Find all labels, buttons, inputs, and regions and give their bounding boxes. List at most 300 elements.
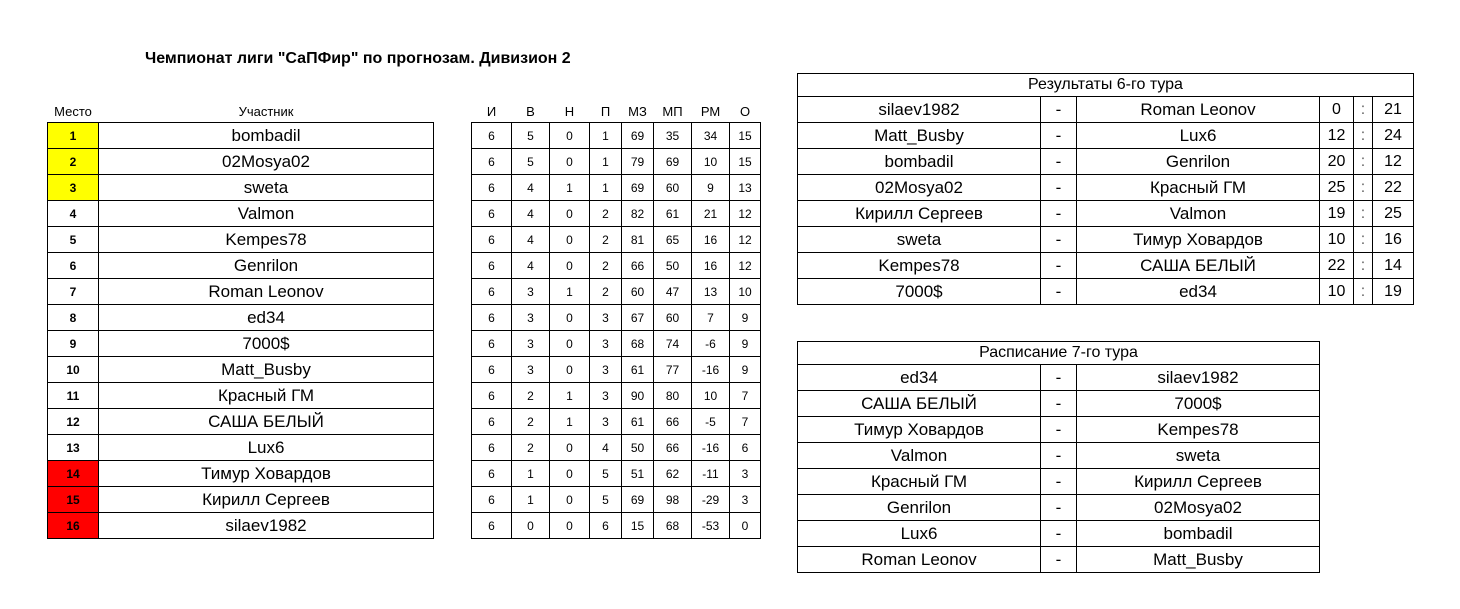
home-team: silaev1982 xyxy=(798,97,1041,123)
away-score: 12 xyxy=(1373,149,1414,175)
table-row xyxy=(48,305,761,331)
draws-cell: 0 xyxy=(550,461,590,487)
dash: - xyxy=(1041,417,1077,443)
header-games: И xyxy=(486,104,497,119)
losses-cell: 3 xyxy=(590,357,622,383)
games-cell: 6 xyxy=(472,175,512,201)
gap-cell xyxy=(434,279,472,305)
result-row xyxy=(798,149,1414,175)
page-title: Чемпионат лиги "СаПФир" по прогнозам. Дивизион 2 xyxy=(145,50,571,67)
losses-cell: 3 xyxy=(590,409,622,435)
goal-diff-cell: 21 xyxy=(692,201,730,227)
draws-cell: 0 xyxy=(550,331,590,357)
home-team: Тимур Ховардов xyxy=(798,417,1041,443)
losses-cell: 4 xyxy=(590,435,622,461)
draws-cell: 0 xyxy=(550,513,590,539)
points-cell: 15 xyxy=(730,123,761,149)
losses-cell: 2 xyxy=(590,201,622,227)
goals-for-cell: 81 xyxy=(622,227,654,253)
goals-against-cell: 61 xyxy=(654,201,692,227)
place-cell: 9 xyxy=(48,331,99,357)
place-cell: 2 xyxy=(48,149,99,175)
goals-for-cell: 61 xyxy=(622,357,654,383)
dash: - xyxy=(1041,201,1077,227)
home-team: САША БЕЛЫЙ xyxy=(798,391,1041,417)
place-cell: 5 xyxy=(48,227,99,253)
goal-diff-cell: 13 xyxy=(692,279,730,305)
goal-diff-cell: -29 xyxy=(692,487,730,513)
games-cell: 6 xyxy=(472,435,512,461)
games-cell: 6 xyxy=(472,149,512,175)
losses-cell: 3 xyxy=(590,331,622,357)
gap-cell xyxy=(434,331,472,357)
table-row xyxy=(48,487,761,513)
points-cell: 10 xyxy=(730,279,761,305)
place-cell: 3 xyxy=(48,175,99,201)
home-team: bombadil xyxy=(798,149,1041,175)
standings-table xyxy=(47,101,761,539)
participant-cell: bombadil xyxy=(99,123,434,149)
participant-cell: Roman Leonov xyxy=(99,279,434,305)
table-row xyxy=(48,201,761,227)
schedule-row xyxy=(798,495,1320,521)
games-cell: 6 xyxy=(472,357,512,383)
dash: - xyxy=(1041,391,1077,417)
points-cell: 9 xyxy=(730,331,761,357)
draws-cell: 0 xyxy=(550,253,590,279)
away-score: 24 xyxy=(1373,123,1414,149)
goal-diff-cell: 16 xyxy=(692,253,730,279)
header-goals-against: МП xyxy=(662,104,683,119)
goals-against-cell: 98 xyxy=(654,487,692,513)
away-team: ed34 xyxy=(1077,279,1320,305)
place-cell: 8 xyxy=(48,305,99,331)
points-cell: 12 xyxy=(730,227,761,253)
games-cell: 6 xyxy=(472,201,512,227)
standings-header-row xyxy=(48,101,761,123)
table-row xyxy=(48,279,761,305)
header-gap xyxy=(434,101,472,123)
score-separator: : xyxy=(1354,201,1373,227)
draws-cell: 1 xyxy=(550,175,590,201)
games-cell: 6 xyxy=(472,383,512,409)
table-row xyxy=(48,123,761,149)
schedule-title-row xyxy=(798,342,1320,365)
place-cell: 4 xyxy=(48,201,99,227)
score-separator: : xyxy=(1354,253,1373,279)
draws-cell: 0 xyxy=(550,227,590,253)
place-cell: 13 xyxy=(48,435,99,461)
participant-cell: Valmon xyxy=(99,201,434,227)
goals-for-cell: 69 xyxy=(622,123,654,149)
home-team: Kempes78 xyxy=(798,253,1041,279)
goals-against-cell: 66 xyxy=(654,435,692,461)
goals-for-cell: 66 xyxy=(622,253,654,279)
place-cell: 11 xyxy=(48,383,99,409)
dash: - xyxy=(1041,495,1077,521)
games-cell: 6 xyxy=(472,331,512,357)
goal-diff-cell: -11 xyxy=(692,461,730,487)
results-title-row xyxy=(798,74,1414,97)
goal-diff-cell: -16 xyxy=(692,435,730,461)
points-cell: 7 xyxy=(730,383,761,409)
table-row xyxy=(48,383,761,409)
draws-cell: 0 xyxy=(550,123,590,149)
dash: - xyxy=(1041,253,1077,279)
score-separator: : xyxy=(1354,227,1373,253)
away-team: 7000$ xyxy=(1077,391,1320,417)
score-separator: : xyxy=(1354,149,1373,175)
goal-diff-cell: 16 xyxy=(692,227,730,253)
goal-diff-cell: 10 xyxy=(692,383,730,409)
goals-for-cell: 69 xyxy=(622,175,654,201)
goals-against-cell: 68 xyxy=(654,513,692,539)
gap-cell xyxy=(434,487,472,513)
schedule-row xyxy=(798,443,1320,469)
dash: - xyxy=(1041,97,1077,123)
losses-cell: 5 xyxy=(590,487,622,513)
losses-cell: 3 xyxy=(590,305,622,331)
result-row xyxy=(798,201,1414,227)
table-row xyxy=(48,357,761,383)
goals-against-cell: 47 xyxy=(654,279,692,305)
wins-cell: 4 xyxy=(512,175,550,201)
home-team: Matt_Busby xyxy=(798,123,1041,149)
dash: - xyxy=(1041,365,1077,391)
points-cell: 9 xyxy=(730,357,761,383)
goal-diff-cell: -16 xyxy=(692,357,730,383)
result-row xyxy=(798,123,1414,149)
participant-cell: silaev1982 xyxy=(99,513,434,539)
points-cell: 7 xyxy=(730,409,761,435)
losses-cell: 2 xyxy=(590,279,622,305)
home-score: 10 xyxy=(1320,227,1354,253)
place-cell: 10 xyxy=(48,357,99,383)
away-team: Valmon xyxy=(1077,201,1320,227)
points-cell: 0 xyxy=(730,513,761,539)
goals-for-cell: 68 xyxy=(622,331,654,357)
points-cell: 9 xyxy=(730,305,761,331)
participant-cell: ed34 xyxy=(99,305,434,331)
wins-cell: 1 xyxy=(512,487,550,513)
home-team: Lux6 xyxy=(798,521,1041,547)
gap-cell xyxy=(434,461,472,487)
dash: - xyxy=(1041,123,1077,149)
games-cell: 6 xyxy=(472,487,512,513)
away-team: bombadil xyxy=(1077,521,1320,547)
home-score: 12 xyxy=(1320,123,1354,149)
draws-cell: 0 xyxy=(550,357,590,383)
score-separator: : xyxy=(1354,97,1373,123)
home-team: 02Mosya02 xyxy=(798,175,1041,201)
participant-cell: Lux6 xyxy=(99,435,434,461)
participant-cell: Genrilon xyxy=(99,253,434,279)
table-row xyxy=(48,409,761,435)
away-team: Красный ГМ xyxy=(1077,175,1320,201)
wins-cell: 3 xyxy=(512,357,550,383)
goals-for-cell: 15 xyxy=(622,513,654,539)
draws-cell: 1 xyxy=(550,383,590,409)
place-cell: 15 xyxy=(48,487,99,513)
dash: - xyxy=(1041,443,1077,469)
header-points: О xyxy=(739,104,751,119)
away-team: sweta xyxy=(1077,443,1320,469)
result-row xyxy=(798,253,1414,279)
schedule-title: Расписание 7-го тура xyxy=(798,342,1320,365)
home-score: 10 xyxy=(1320,279,1354,305)
away-score: 25 xyxy=(1373,201,1414,227)
table-row xyxy=(48,435,761,461)
goal-diff-cell: 9 xyxy=(692,175,730,201)
result-row xyxy=(798,279,1414,305)
points-cell: 3 xyxy=(730,487,761,513)
goal-diff-cell: -6 xyxy=(692,331,730,357)
games-cell: 6 xyxy=(472,305,512,331)
home-team: ed34 xyxy=(798,365,1041,391)
away-team: Lux6 xyxy=(1077,123,1320,149)
participant-cell: Matt_Busby xyxy=(99,357,434,383)
points-cell: 6 xyxy=(730,435,761,461)
home-team: Roman Leonov xyxy=(798,547,1041,573)
home-score: 20 xyxy=(1320,149,1354,175)
wins-cell: 2 xyxy=(512,409,550,435)
goals-for-cell: 69 xyxy=(622,487,654,513)
goals-for-cell: 79 xyxy=(622,149,654,175)
result-row xyxy=(798,175,1414,201)
schedule-row xyxy=(798,547,1320,573)
table-row xyxy=(48,253,761,279)
wins-cell: 5 xyxy=(512,123,550,149)
round-6-results-table xyxy=(797,73,1414,305)
draws-cell: 0 xyxy=(550,305,590,331)
participant-cell: 02Mosya02 xyxy=(99,149,434,175)
losses-cell: 6 xyxy=(590,513,622,539)
away-score: 19 xyxy=(1373,279,1414,305)
points-cell: 13 xyxy=(730,175,761,201)
gap-cell xyxy=(434,123,472,149)
dash: - xyxy=(1041,521,1077,547)
wins-cell: 5 xyxy=(512,149,550,175)
games-cell: 6 xyxy=(472,461,512,487)
gap-cell xyxy=(434,227,472,253)
losses-cell: 1 xyxy=(590,123,622,149)
losses-cell: 1 xyxy=(590,175,622,201)
dash: - xyxy=(1041,149,1077,175)
home-team: sweta xyxy=(798,227,1041,253)
gap-cell xyxy=(434,409,472,435)
away-team: Genrilon xyxy=(1077,149,1320,175)
points-cell: 12 xyxy=(730,201,761,227)
participant-cell: Kempes78 xyxy=(99,227,434,253)
away-team: Roman Leonov xyxy=(1077,97,1320,123)
schedule-row xyxy=(798,417,1320,443)
goal-diff-cell: 10 xyxy=(692,149,730,175)
games-cell: 6 xyxy=(472,227,512,253)
dash: - xyxy=(1041,469,1077,495)
home-team: Красный ГМ xyxy=(798,469,1041,495)
goals-against-cell: 69 xyxy=(654,149,692,175)
goals-against-cell: 60 xyxy=(654,175,692,201)
place-cell: 1 xyxy=(48,123,99,149)
goals-against-cell: 50 xyxy=(654,253,692,279)
gap-cell xyxy=(434,513,472,539)
draws-cell: 0 xyxy=(550,149,590,175)
results-title: Результаты 6-го тура xyxy=(798,74,1414,97)
participant-cell: Тимур Ховардов xyxy=(99,461,434,487)
participant-cell: САША БЕЛЫЙ xyxy=(99,409,434,435)
away-team: Kempes78 xyxy=(1077,417,1320,443)
goals-for-cell: 50 xyxy=(622,435,654,461)
schedule-row xyxy=(798,521,1320,547)
away-team: silaev1982 xyxy=(1077,365,1320,391)
gap-cell xyxy=(434,435,472,461)
header-place: Место xyxy=(54,104,92,119)
wins-cell: 1 xyxy=(512,461,550,487)
home-team: Кирилл Сергеев xyxy=(798,201,1041,227)
games-cell: 6 xyxy=(472,409,512,435)
away-team: Тимур Ховардов xyxy=(1077,227,1320,253)
gap-cell xyxy=(434,357,472,383)
goals-for-cell: 60 xyxy=(622,279,654,305)
home-team: 7000$ xyxy=(798,279,1041,305)
table-row xyxy=(48,331,761,357)
gap-cell xyxy=(434,201,472,227)
draws-cell: 0 xyxy=(550,435,590,461)
dash: - xyxy=(1041,175,1077,201)
place-cell: 14 xyxy=(48,461,99,487)
header-goal-diff: РМ xyxy=(700,104,721,119)
goals-against-cell: 80 xyxy=(654,383,692,409)
draws-cell: 1 xyxy=(550,409,590,435)
table-row xyxy=(48,227,761,253)
result-row xyxy=(798,227,1414,253)
away-score: 21 xyxy=(1373,97,1414,123)
table-row xyxy=(48,149,761,175)
table-row xyxy=(48,175,761,201)
score-separator: : xyxy=(1354,279,1373,305)
table-row xyxy=(48,461,761,487)
goal-diff-cell: 7 xyxy=(692,305,730,331)
games-cell: 6 xyxy=(472,123,512,149)
wins-cell: 3 xyxy=(512,305,550,331)
wins-cell: 4 xyxy=(512,201,550,227)
goals-against-cell: 74 xyxy=(654,331,692,357)
draws-cell: 0 xyxy=(550,487,590,513)
away-team: 02Mosya02 xyxy=(1077,495,1320,521)
home-score: 0 xyxy=(1320,97,1354,123)
header-goals-for: МЗ xyxy=(628,104,647,119)
table-row xyxy=(48,513,761,539)
draws-cell: 1 xyxy=(550,279,590,305)
participant-cell: 7000$ xyxy=(99,331,434,357)
goals-for-cell: 90 xyxy=(622,383,654,409)
place-cell: 6 xyxy=(48,253,99,279)
result-row xyxy=(798,97,1414,123)
away-score: 16 xyxy=(1373,227,1414,253)
gap-cell xyxy=(434,175,472,201)
points-cell: 12 xyxy=(730,253,761,279)
place-cell: 16 xyxy=(48,513,99,539)
points-cell: 15 xyxy=(730,149,761,175)
away-team: Matt_Busby xyxy=(1077,547,1320,573)
header-losses: П xyxy=(600,104,611,119)
score-separator: : xyxy=(1354,123,1373,149)
points-cell: 3 xyxy=(730,461,761,487)
goals-for-cell: 61 xyxy=(622,409,654,435)
dash: - xyxy=(1041,227,1077,253)
losses-cell: 2 xyxy=(590,227,622,253)
participant-cell: Кирилл Сергеев xyxy=(99,487,434,513)
home-score: 25 xyxy=(1320,175,1354,201)
place-cell: 12 xyxy=(48,409,99,435)
games-cell: 6 xyxy=(472,253,512,279)
goal-diff-cell: -53 xyxy=(692,513,730,539)
goal-diff-cell: -5 xyxy=(692,409,730,435)
home-team: Genrilon xyxy=(798,495,1041,521)
dash: - xyxy=(1041,279,1077,305)
header-participant: Участник xyxy=(238,104,294,119)
losses-cell: 5 xyxy=(590,461,622,487)
draws-cell: 0 xyxy=(550,201,590,227)
round-7-schedule-table xyxy=(797,341,1320,573)
away-team: САША БЕЛЫЙ xyxy=(1077,253,1320,279)
away-score: 22 xyxy=(1373,175,1414,201)
goals-for-cell: 67 xyxy=(622,305,654,331)
wins-cell: 2 xyxy=(512,435,550,461)
home-score: 19 xyxy=(1320,201,1354,227)
schedule-row xyxy=(798,469,1320,495)
header-draws: Н xyxy=(564,104,575,119)
wins-cell: 3 xyxy=(512,279,550,305)
gap-cell xyxy=(434,383,472,409)
losses-cell: 2 xyxy=(590,253,622,279)
losses-cell: 3 xyxy=(590,383,622,409)
wins-cell: 3 xyxy=(512,331,550,357)
goals-for-cell: 82 xyxy=(622,201,654,227)
gap-cell xyxy=(434,305,472,331)
away-team: Кирилл Сергеев xyxy=(1077,469,1320,495)
score-separator: : xyxy=(1354,175,1373,201)
goals-against-cell: 65 xyxy=(654,227,692,253)
games-cell: 6 xyxy=(472,279,512,305)
goals-against-cell: 62 xyxy=(654,461,692,487)
goals-for-cell: 51 xyxy=(622,461,654,487)
gap-cell xyxy=(434,253,472,279)
goal-diff-cell: 34 xyxy=(692,123,730,149)
gap-cell xyxy=(434,149,472,175)
header-wins: В xyxy=(526,104,535,119)
participant-cell: Красный ГМ xyxy=(99,383,434,409)
wins-cell: 4 xyxy=(512,253,550,279)
home-score: 22 xyxy=(1320,253,1354,279)
goals-against-cell: 60 xyxy=(654,305,692,331)
games-cell: 6 xyxy=(472,513,512,539)
losses-cell: 1 xyxy=(590,149,622,175)
place-cell: 7 xyxy=(48,279,99,305)
goals-against-cell: 77 xyxy=(654,357,692,383)
wins-cell: 0 xyxy=(512,513,550,539)
goals-against-cell: 35 xyxy=(654,123,692,149)
schedule-row xyxy=(798,365,1320,391)
wins-cell: 4 xyxy=(512,227,550,253)
dash: - xyxy=(1041,547,1077,573)
wins-cell: 2 xyxy=(512,383,550,409)
away-score: 14 xyxy=(1373,253,1414,279)
home-team: Valmon xyxy=(798,443,1041,469)
schedule-row xyxy=(798,391,1320,417)
participant-cell: sweta xyxy=(99,175,434,201)
goals-against-cell: 66 xyxy=(654,409,692,435)
